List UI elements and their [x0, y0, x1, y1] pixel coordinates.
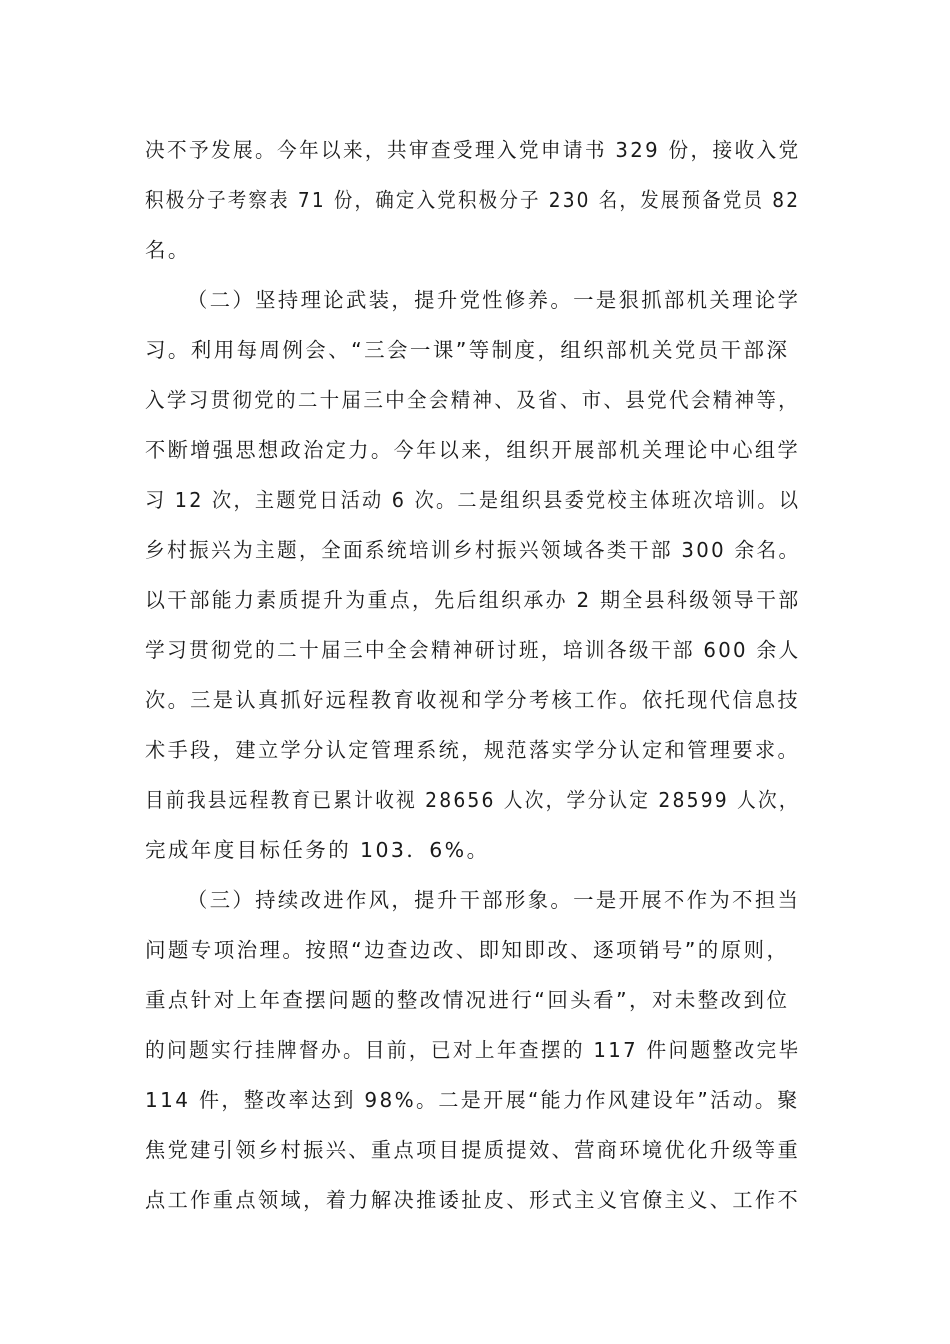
- paragraph-start-line: （三）持续改进作风，提升干部形象。一是开展不作为不担当: [187, 888, 801, 912]
- paragraph-start-line: （二）坚持理论武装，提升党性修养。一是狠抓部机关理论学: [187, 288, 801, 312]
- text-line: 术手段，建立学分认定管理系统，规范落实学分认定和管理要求。: [145, 738, 801, 762]
- text-line: 学习贯彻党的二十届三中全会精神研讨班，培训各级干部 600 余人: [145, 638, 801, 662]
- text-line: 习。利用每周例会、“三会一课”等制度，组织部机关党员干部深: [145, 338, 790, 362]
- text-line: 重点针对上年查摆问题的整改情况进行“回头看”，对未整改到位: [145, 988, 790, 1012]
- text-line: 问题专项治理。按照“边查边改、即知即改、逐项销号”的原则，: [145, 938, 790, 962]
- text-line: 入学习贯彻党的二十届三中全会精神、及省、市、县党代会精神等，: [145, 388, 800, 412]
- text-line: 次。三是认真抓好远程教育收视和学分考核工作。依托现代信息技: [145, 688, 801, 712]
- text-line: 乡村振兴为主题，全面系统培训乡村振兴领域各类干部 300 余名。: [145, 538, 801, 562]
- text-line: 决不予发展。今年以来，共审查受理入党申请书 329 份，接收入党: [145, 138, 801, 162]
- text-line: 的问题实行挂牌督办。目前，已对上年查摆的 117 件问题整改完毕: [145, 1038, 801, 1062]
- text-line: 目前我县远程教育已累计收视 28656 人次，学分认定 28599 人次，: [145, 788, 800, 812]
- text-line: 积极分子考察表 71 份，确定入党积极分子 230 名，发展预备党员 82: [145, 188, 801, 212]
- text-line: 以干部能力素质提升为重点，先后组织承办 2 期全县科级领导干部: [145, 588, 801, 612]
- text-line: 名。: [145, 238, 191, 262]
- text-line: 习 12 次，主题党日活动 6 次。二是组织县委党校主体班次培训。以: [145, 488, 801, 512]
- text-line: 焦党建引领乡村振兴、重点项目提质提效、营商环境优化升级等重: [145, 1138, 801, 1162]
- text-line: 不断增强思想政治定力。今年以来，组织开展部机关理论中心组学: [145, 438, 801, 462]
- text-line: 114 件，整改率达到 98%。二是开展“能力作风建设年”活动。聚: [145, 1088, 800, 1112]
- text-line: 完成年度目标任务的 103．6%。: [145, 838, 490, 862]
- text-line: 点工作重点领域，着力解决推诿扯皮、形式主义官僚主义、工作不: [145, 1188, 801, 1212]
